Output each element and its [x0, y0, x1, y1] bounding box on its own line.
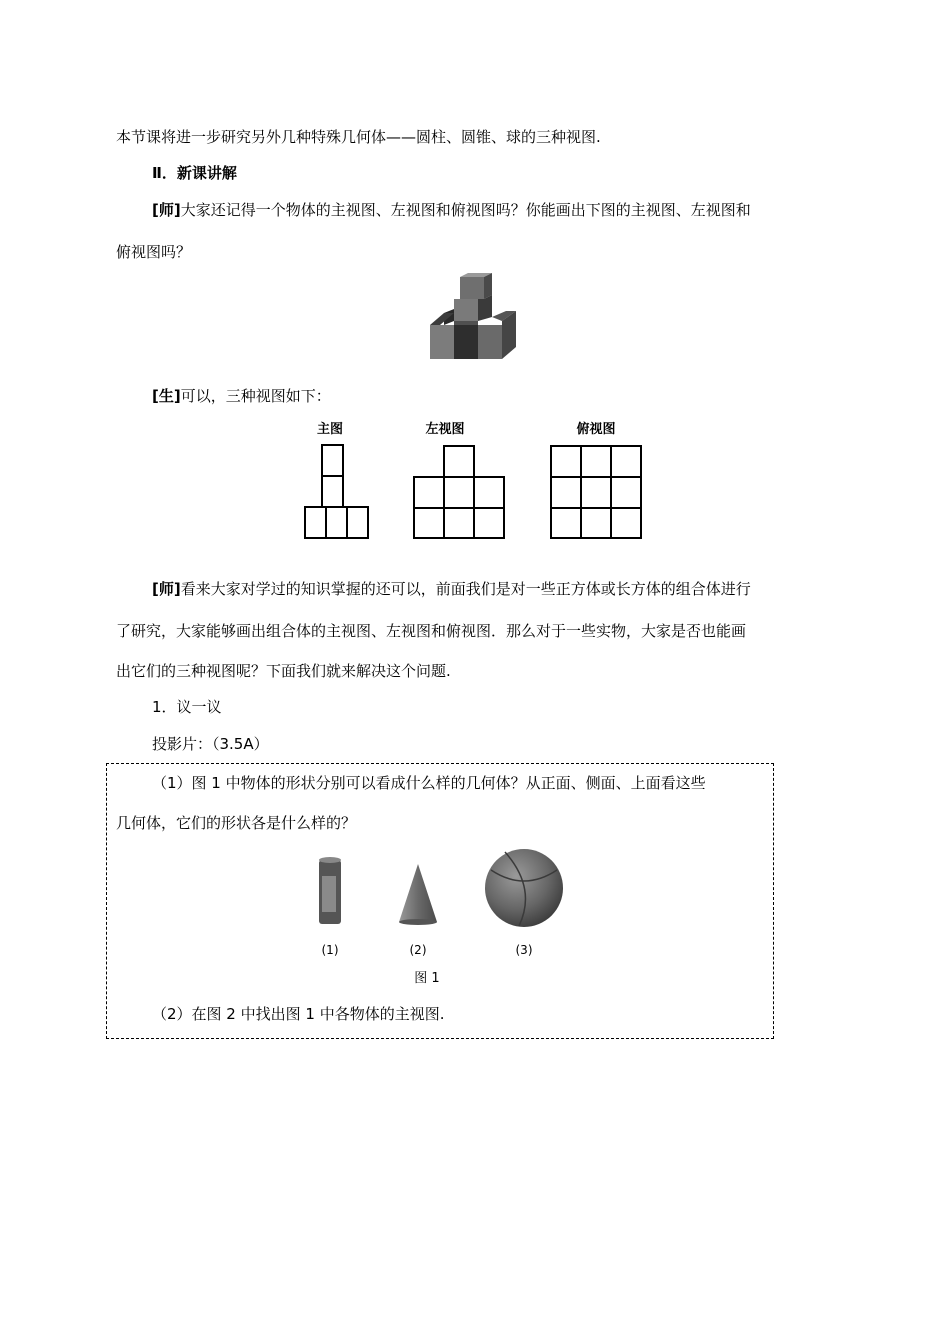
top-view-label: 俯视图	[576, 422, 616, 437]
figure-label-3: (3)	[515, 943, 533, 957]
item-1-heading: 1．议一议	[152, 698, 222, 716]
cube-stack-image	[426, 273, 520, 361]
front-view-label: 主图	[316, 422, 344, 437]
figure-label-2: (2)	[409, 943, 427, 957]
front-view-grid	[305, 445, 368, 538]
teacher-tag-2: [师]	[152, 580, 181, 598]
teacher-question-line1	[152, 199, 751, 221]
student-answer-text: 可以，三种视图如下：	[180, 387, 331, 405]
teacher-paragraph-line2: 了研究，大家能够画出组合体的主视图、左视图和俯视图．那么对于一些实物，大家是否也能画	[116, 622, 747, 640]
left-view-label: 左视图	[425, 422, 465, 437]
top-view-grid	[551, 446, 641, 538]
question-2: （2）在图 2 中找出图 1 中各物体的主视图.	[152, 1005, 445, 1023]
three-views-diagram	[295, 415, 650, 545]
teacher-question-line2: 俯视图吗？	[116, 243, 192, 261]
student-tag: [生]	[152, 387, 181, 405]
intro-text: 本节课将进一步研究另外几种特殊几何体——圆柱、圆锥、球的三种视图.	[116, 128, 601, 146]
figure-caption: 图 1	[414, 971, 440, 986]
teacher-paragraph-line3: 出它们的三种视图呢？下面我们就来解决这个问题.	[116, 662, 451, 680]
left-view-grid	[414, 446, 504, 538]
figure-label-1: (1)	[321, 943, 339, 957]
cylinder-object	[319, 857, 341, 924]
teacher-paragraph-text: 看来大家对学过的知识掌握的还可以，前面我们是对一些正方体或长方体的组合体进行	[180, 580, 751, 598]
question-1-line2: 几何体，它们的形状各是什么样的？	[116, 814, 357, 832]
section-title: Ⅱ．新课讲解	[152, 164, 237, 182]
projection-label: 投影片：（3.5A）	[152, 735, 269, 753]
figure-1	[305, 840, 575, 988]
teacher-tag: [师]	[152, 201, 181, 219]
cone-object	[399, 864, 437, 925]
student-answer	[152, 385, 331, 407]
teacher-question-text: 大家还记得一个物体的主视图、左视图和俯视图吗？你能画出下图的主视图、左视图和	[180, 201, 751, 219]
sphere-object	[485, 849, 563, 927]
question-1-line1: （1）图 1 中物体的形状分别可以看成什么样的几何体？从正面、侧面、上面看这些	[152, 774, 706, 792]
teacher-paragraph-line1	[152, 578, 751, 600]
